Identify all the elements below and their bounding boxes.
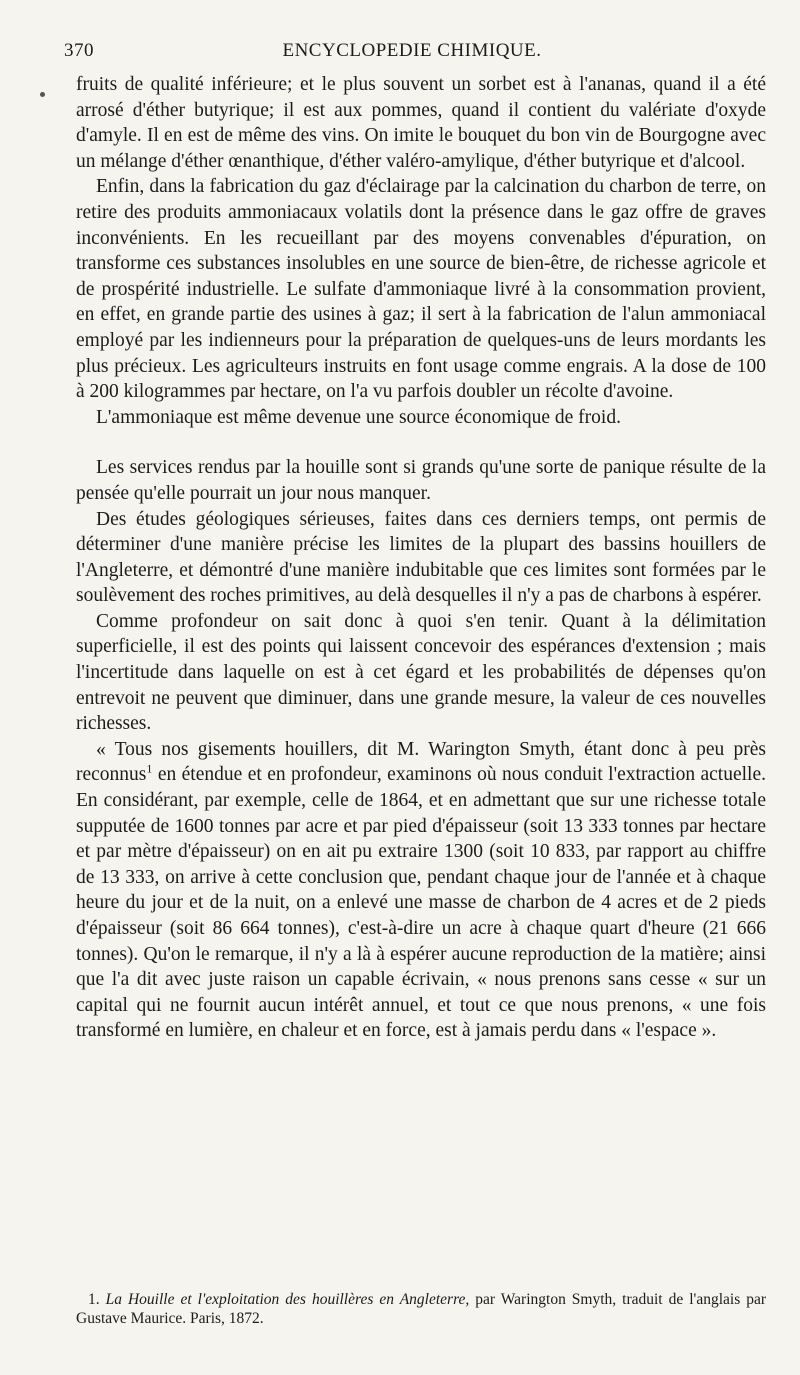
paragraph: Les services rendus par la houille sont si grands qu'une sorte de panique résulte de la pensée qu'elle pourrait un jour nous manquer. (76, 457, 766, 504)
paragraph: Des études géologiques sérieuses, faites dans ces derniers temps, ont permis de déterminer d'une manière précise les limites de la plupart des bassins houillers de l'Angleterre, et démontré d'une manière indubitable que ces limites sont formées par le soulèvement des roches primitives, au delà desquelles il n'y a pas de charbons à espérer. (76, 508, 766, 607)
running-head (64, 40, 760, 68)
quote-text-end: en étendue et en profondeur, examinons où nous conduit l'extraction actuelle. En considérant, par exemple, celle de 1864, et en admettant que sur une richesse totale supputée de 1600 tonnes par acre et par pied d'épaisseur (soit 13 333 tonnes par hectare et par mètre d'épaisseur) on en ait pu extraire 1300 (soit 10 833, par rapport au chiffre de 13 333, on arrive à cette conclusion que, pendant chaque jour de l'année et à chaque heure du jour et de la nuit, on a enlevé une masse de charbon de 4 acres et de 2 pieds d'épaisseur (soit 86 664 tonnes), c'est-à-dire un acre à chaque quart d'heure (21 666 tonnes). Qu'on le remarque, il n'y a là à espérer aucune reproduction de la matière; ainsi que l'a dit avec juste raison un capable écrivain, « nous prenons sans cesse « sur un capital qui ne fournit aucun intérêt annuel, et tout ce que nous prenons, « une fois transformé en lumière, en chaleur et en force, est à jamais perdu dans « l'espace ». (76, 764, 766, 1042)
footnote-number: 1. (88, 1291, 100, 1308)
paragraph: Comme profondeur on sait donc à quoi s'en tenir. Quant à la délimitation superficielle, il est des points qui laissent concevoir des espérances d'extension ; mais l'incertitude dans laquelle on est à cet égard et les probabilités de dépenses qu'on entrevoit ne peuvent que diminuer, dans une grande mesure, la valeur de ces nouvelles richesses. (76, 610, 766, 735)
footnote-book-title: La Houille et l'exploitation des houillères en Angleterre, (105, 1291, 470, 1308)
paragraph: L'ammoniaque est même devenue une source économique de froid. (96, 406, 621, 428)
page-number: 370 (64, 40, 94, 61)
quote-text-start: « Tous nos gisements houillers, dit M. Warington Smyth, étant donc à peu près reconnus (76, 738, 766, 786)
quote-paragraph (76, 737, 766, 1044)
footnote-reference[interactable]: 1 (146, 761, 153, 776)
footnote-text (76, 1290, 766, 1328)
footnote (76, 1290, 766, 1328)
paragraph: fruits de qualité inférieure; et le plus souvent un sorbet est à l'ananas, quand il a été arrosé d'éther butyrique; il est aux pommes, quand il contient du valériate d'oxyde d'amyle. Il en est de même des vins. On imite le bouquet du bon vin de Bourgogne avec un mélange d'éther œnanthique, d'éther valéro-amylique, d'éther butyrique et d'alcool. (76, 74, 766, 172)
paragraph: Enfin, dans la fabrication du gaz d'éclairage par la calcination du charbon de terre, on retire des produits ammoniacaux volatils dont la présence dans le gaz offre de graves inconvénients. En les recueillant par des moyens convenables d'épuration, on transforme ces substances insolubles en une source de bien-être, de richesse agricole et de prospérité industrielle. Le sulfate d'ammoniaque livré à la consommation provient, en effet, en grande partie des usines à gaz; il sert à la fabrication de l'alun ammoniacal employé par les indienneurs pour la préparation de quelques-uns de leurs mordants les plus précieux. Les agriculteurs instruits en font usage comme engrais. A la dose de 100 à 200 kilogrammes par hectare, on l'a vu parfois doubler un récolte d'avoine. (76, 176, 766, 403)
body-text (76, 72, 766, 1044)
footnote-rest: par Warington Smyth, traduit de l'anglais par Gustave Maurice. Paris, 1872. (76, 1291, 767, 1327)
running-title: ENCYCLOPEDIE CHIMIQUE. (282, 40, 542, 61)
margin-mark (40, 92, 45, 97)
